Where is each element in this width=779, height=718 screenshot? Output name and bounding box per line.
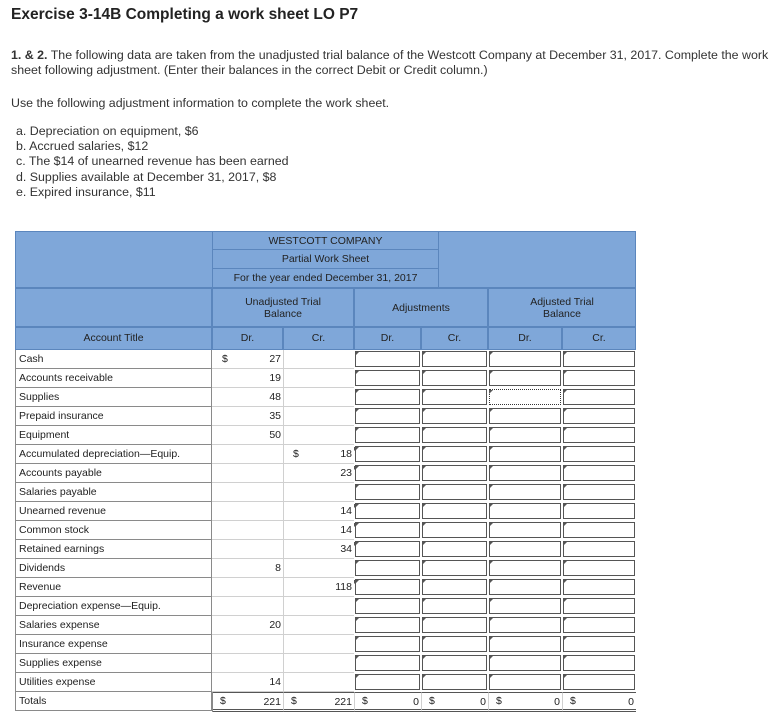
adjusted-dr-input[interactable] (489, 579, 561, 595)
adjustment-cr-input[interactable] (422, 579, 487, 595)
adjustment-item: a. Depreciation on equipment, $6 (16, 124, 199, 138)
entry-flag-marker (563, 352, 567, 356)
entry-flag-marker (422, 561, 426, 565)
unadjusted-cr-cell (283, 369, 354, 388)
entry-flag-marker (355, 466, 359, 470)
unadjusted-dr-cell (212, 540, 283, 559)
entry-flag-marker (422, 371, 426, 375)
unadjusted-cr-header: Cr. (283, 327, 354, 350)
unadjusted-dr-cell (212, 635, 283, 654)
adjustment-cr-input[interactable] (422, 465, 487, 481)
adjusted-dr-input[interactable] (489, 484, 561, 500)
adjusted-dr-input[interactable] (489, 370, 561, 386)
adjustment-dr-input[interactable] (355, 351, 420, 367)
adjusted-dr-input[interactable] (489, 427, 561, 443)
adjusted-dr-input[interactable] (489, 522, 561, 538)
entry-flag-marker (489, 371, 493, 375)
unadjusted-dr-total: 221 (212, 692, 283, 712)
adjusted-cr-input[interactable] (563, 636, 635, 652)
entry-flag-marker (355, 656, 359, 660)
account-title-cell: Prepaid insurance (15, 407, 212, 426)
unadjusted-cr-cell: 18 (283, 445, 354, 464)
entry-flag-marker (422, 428, 426, 432)
unadjusted-dr-cell: 19 (212, 369, 283, 388)
unadjusted-cr-cell: 14 (283, 521, 354, 540)
entry-flag-marker (422, 637, 426, 641)
account-title-cell: Unearned revenue (15, 502, 212, 521)
account-title-cell: Cash (15, 350, 212, 369)
account-title-cell: Common stock (15, 521, 212, 540)
adjustments-cr-header: Cr. (421, 327, 488, 350)
entry-flag-marker (563, 428, 567, 432)
entry-flag-marker (489, 618, 493, 622)
adjustments-dr-total: 0 (354, 692, 421, 712)
adjustment-cr-input[interactable] (422, 617, 487, 633)
entry-flag-marker (422, 618, 426, 622)
entry-flag-marker (355, 675, 359, 679)
adjustment-cr-input[interactable] (422, 503, 487, 519)
entry-flag-marker (422, 390, 426, 394)
adjusted-cr-input[interactable] (563, 446, 635, 462)
adjusted-cr-input[interactable] (563, 503, 635, 519)
intro-part-label: 1. & 2. (11, 48, 48, 62)
adjustment-dr-input[interactable] (355, 674, 420, 690)
column-divider (212, 692, 213, 712)
unadjusted-cr-cell (283, 407, 354, 426)
adjusted-cr-input[interactable] (563, 560, 635, 576)
entry-flag-marker (355, 485, 359, 489)
entry-flag-marker (489, 447, 493, 451)
adjusted-dr-header: Dr. (488, 327, 562, 350)
adjusted-dr-input[interactable] (489, 617, 561, 633)
adjusted-trial-balance-header: Adjusted Trial Balance (488, 288, 636, 327)
entry-flag-marker (563, 675, 567, 679)
account-title-cell: Revenue (15, 578, 212, 597)
adjusted-cr-input[interactable] (563, 484, 635, 500)
adjustment-item: e. Expired insurance, $11 (16, 184, 156, 199)
adjustment-dr-input[interactable] (355, 484, 420, 500)
adjustment-dr-input[interactable] (355, 655, 420, 671)
entry-flag-marker (422, 580, 426, 584)
entry-flag-marker (489, 390, 493, 394)
adjustments-dr-header: Dr. (354, 327, 421, 350)
entry-flag-marker (563, 447, 567, 451)
adjustment-dr-input[interactable] (355, 617, 420, 633)
entry-flag-marker (355, 504, 359, 508)
unadjusted-cr-cell (283, 673, 354, 692)
entry-flag-marker (489, 485, 493, 489)
entry-flag-marker (489, 656, 493, 660)
adjusted-cr-input[interactable] (563, 541, 635, 557)
account-title-header: Account Title (15, 327, 212, 350)
entry-flag-marker (422, 675, 426, 679)
adjustment-dr-input[interactable] (355, 579, 420, 595)
adjustment-dr-input[interactable] (355, 598, 420, 614)
adjustments-header: Adjustments (354, 288, 488, 327)
unadjusted-trial-balance-header: Unadjusted Trial Balance (212, 288, 354, 327)
unadjusted-cr-cell (283, 635, 354, 654)
entry-flag-marker (422, 599, 426, 603)
unadjusted-cr-cell (283, 597, 354, 616)
adjustment-cr-input[interactable] (422, 389, 487, 405)
adjustment-cr-input[interactable] (422, 484, 487, 500)
intro-text: The following data are taken from the unadjusted trial balance of the Westcott Company at December 31, 2017. Complete the work sheet following adjustment. (Enter their balances in the correct Debit or Credit column.) (11, 48, 769, 77)
unadjusted-cr-cell (283, 388, 354, 407)
adjusted-cr-input[interactable] (563, 674, 635, 690)
adjusted-dr-input[interactable] (489, 446, 561, 462)
adjusted-dr-total: 0 (488, 692, 562, 712)
worksheet-period: For the year ended December 31, 2017 (212, 269, 439, 288)
entry-flag-marker (355, 618, 359, 622)
adjusted-dr-input[interactable] (489, 636, 561, 652)
instruction-text: Use the following adjustment information to complete the work sheet. (11, 96, 390, 110)
adjusted-cr-input[interactable] (563, 579, 635, 595)
unadjusted-cr-cell (283, 426, 354, 445)
entry-flag-marker (422, 523, 426, 527)
unadjusted-dr-cell: 50 (212, 426, 283, 445)
worksheet-subtitle: Partial Work Sheet (212, 250, 439, 269)
entry-flag-marker (489, 428, 493, 432)
adjusted-dr-input[interactable] (489, 655, 561, 671)
account-title-cell: Salaries payable (15, 483, 212, 502)
unadjusted-dr-cell (212, 445, 283, 464)
entry-flag-marker (563, 485, 567, 489)
currency-symbol: $ (293, 448, 299, 460)
unadjusted-dr-cell: 20 (212, 616, 283, 635)
adjustment-cr-input[interactable] (422, 655, 487, 671)
adjustment-cr-input[interactable] (422, 541, 487, 557)
exercise-title: Exercise 3-14B Completing a work sheet LO P7 (11, 6, 359, 23)
entry-flag-marker (355, 542, 359, 546)
account-title-cell: Depreciation expense—Equip. (15, 597, 212, 616)
currency-symbol: $ (429, 695, 435, 707)
adjusted-cr-input[interactable] (563, 370, 635, 386)
entry-flag-marker (355, 523, 359, 527)
entry-flag-marker (489, 580, 493, 584)
adjustment-list (16, 124, 289, 200)
entry-flag-marker (563, 409, 567, 413)
adjustment-dr-input[interactable] (355, 541, 420, 557)
entry-flag-marker (489, 504, 493, 508)
unadjusted-dr-header: Dr. (212, 327, 283, 350)
account-title-cell: Equipment (15, 426, 212, 445)
unadjusted-dr-cell: 27 (212, 350, 283, 369)
currency-symbol: $ (291, 695, 297, 707)
currency-symbol: $ (220, 695, 226, 707)
entry-flag-marker (422, 504, 426, 508)
unadjusted-dr-cell: 48 (212, 388, 283, 407)
adjustment-dr-input[interactable] (355, 408, 420, 424)
adjustment-cr-input[interactable] (422, 598, 487, 614)
entry-flag-marker (489, 637, 493, 641)
entry-flag-marker (355, 599, 359, 603)
adjustment-cr-input[interactable] (422, 560, 487, 576)
adjustment-cr-input[interactable] (422, 408, 487, 424)
entry-flag-marker (355, 390, 359, 394)
unadjusted-cr-total: 221 (283, 692, 354, 712)
entry-flag-marker (422, 466, 426, 470)
entry-flag-marker (355, 447, 359, 451)
entry-flag-marker (563, 504, 567, 508)
entry-flag-marker (563, 618, 567, 622)
adjusted-cr-input[interactable] (563, 617, 635, 633)
adjusted-cr-input[interactable] (563, 408, 635, 424)
entry-flag-marker (422, 656, 426, 660)
entry-flag-marker (563, 656, 567, 660)
entry-flag-marker (489, 599, 493, 603)
entry-flag-marker (563, 523, 567, 527)
unadjusted-dr-cell: 8 (212, 559, 283, 578)
adjustment-dr-input[interactable] (355, 636, 420, 652)
account-title-cell: Insurance expense (15, 635, 212, 654)
entry-flag-marker (563, 561, 567, 565)
unadjusted-dr-cell: 14 (212, 673, 283, 692)
currency-symbol: $ (362, 695, 368, 707)
adjustment-dr-input[interactable] (355, 503, 420, 519)
entry-flag-marker (489, 352, 493, 356)
adjusted-cr-input[interactable] (563, 465, 635, 481)
currency-symbol: $ (496, 695, 502, 707)
entry-flag-marker (355, 371, 359, 375)
unadjusted-cr-cell: 34 (283, 540, 354, 559)
adjustment-cr-input[interactable] (422, 674, 487, 690)
adjustment-dr-input[interactable] (355, 427, 420, 443)
adjusted-cr-input[interactable] (563, 389, 635, 405)
account-title-cell: Accounts receivable (15, 369, 212, 388)
unadjusted-dr-cell (212, 597, 283, 616)
unadjusted-cr-cell (283, 616, 354, 635)
entry-flag-marker (422, 542, 426, 546)
adjusted-cr-header: Cr. (562, 327, 636, 350)
adjustment-cr-input[interactable] (422, 446, 487, 462)
adjusted-dr-input[interactable] (489, 389, 561, 405)
adjusted-dr-input[interactable] (489, 560, 561, 576)
entry-flag-marker (563, 599, 567, 603)
adjusted-dr-input[interactable] (489, 351, 561, 367)
entry-flag-marker (355, 428, 359, 432)
totals-label: Totals (15, 692, 212, 711)
adjusted-cr-total: 0 (562, 692, 636, 712)
adjustment-dr-input[interactable] (355, 446, 420, 462)
adjusted-cr-input[interactable] (563, 598, 635, 614)
account-title-cell: Accounts payable (15, 464, 212, 483)
adjusted-dr-input[interactable] (489, 541, 561, 557)
adjustment-cr-input[interactable] (422, 351, 487, 367)
entry-flag-marker (489, 542, 493, 546)
account-title-cell: Retained earnings (15, 540, 212, 559)
entry-flag-marker (422, 409, 426, 413)
adjusted-dr-input[interactable] (489, 465, 561, 481)
entry-flag-marker (422, 485, 426, 489)
entry-flag-marker (563, 542, 567, 546)
adjusted-dr-input[interactable] (489, 598, 561, 614)
adjustment-dr-input[interactable] (355, 370, 420, 386)
account-title-cell: Utilities expense (15, 673, 212, 692)
adjusted-dr-input[interactable] (489, 408, 561, 424)
entry-flag-marker (563, 371, 567, 375)
unadjusted-dr-cell (212, 521, 283, 540)
adjusted-cr-input[interactable] (563, 522, 635, 538)
adjustment-cr-input[interactable] (422, 636, 487, 652)
unadjusted-cr-cell (283, 483, 354, 502)
work-sheet-table (15, 231, 636, 711)
entry-flag-marker (563, 637, 567, 641)
account-title-cell: Supplies (15, 388, 212, 407)
adjustment-item: c. The $14 of unearned revenue has been earned (16, 154, 289, 169)
adjustment-dr-input[interactable] (355, 560, 420, 576)
intro-paragraph (11, 48, 777, 78)
entry-flag-marker (563, 580, 567, 584)
entry-flag-marker (489, 409, 493, 413)
unadjusted-dr-cell (212, 578, 283, 597)
entry-flag-marker (355, 352, 359, 356)
adjusted-dr-input[interactable] (489, 674, 561, 690)
account-group-header (15, 288, 212, 327)
adjustment-dr-input[interactable] (355, 522, 420, 538)
unadjusted-dr-cell (212, 483, 283, 502)
currency-symbol: $ (222, 353, 228, 365)
entry-flag-marker (489, 466, 493, 470)
account-title-cell: Accumulated depreciation—Equip. (15, 445, 212, 464)
adjusted-dr-input[interactable] (489, 503, 561, 519)
adjusted-cr-input[interactable] (563, 427, 635, 443)
adjustment-item: d. Supplies available at December 31, 2017, $8 (16, 169, 277, 184)
adjustment-dr-input[interactable] (355, 389, 420, 405)
account-title-cell: Salaries expense (15, 616, 212, 635)
entry-flag-marker (489, 523, 493, 527)
unadjusted-dr-cell: 35 (212, 407, 283, 426)
adjustment-item: b. Accrued salaries, $12 (16, 139, 149, 154)
entry-flag-marker (489, 675, 493, 679)
unadjusted-dr-cell (212, 654, 283, 673)
entry-flag-marker (355, 409, 359, 413)
entry-flag-marker (422, 352, 426, 356)
entry-flag-marker (355, 637, 359, 641)
unadjusted-cr-cell (283, 559, 354, 578)
entry-flag-marker (355, 561, 359, 565)
entry-flag-marker (563, 466, 567, 470)
adjustment-cr-input[interactable] (422, 522, 487, 538)
unadjusted-cr-cell: 14 (283, 502, 354, 521)
unadjusted-dr-cell (212, 502, 283, 521)
account-title-cell: Supplies expense (15, 654, 212, 673)
unadjusted-cr-cell: 118 (283, 578, 354, 597)
account-title-cell: Dividends (15, 559, 212, 578)
entry-flag-marker (563, 390, 567, 394)
entry-flag-marker (355, 580, 359, 584)
entry-flag-marker (489, 561, 493, 565)
entry-flag-marker (422, 447, 426, 451)
adjustments-cr-total: 0 (421, 692, 488, 712)
currency-symbol: $ (570, 695, 576, 707)
company-name: WESTCOTT COMPANY (212, 232, 439, 250)
unadjusted-cr-cell: 23 (283, 464, 354, 483)
unadjusted-dr-cell (212, 464, 283, 483)
adjustment-dr-input[interactable] (355, 465, 420, 481)
unadjusted-cr-cell (283, 654, 354, 673)
adjustment-cr-input[interactable] (422, 370, 487, 386)
adjustment-cr-input[interactable] (422, 427, 487, 443)
unadjusted-cr-cell (283, 350, 354, 369)
adjusted-cr-input[interactable] (563, 351, 635, 367)
adjusted-cr-input[interactable] (563, 655, 635, 671)
